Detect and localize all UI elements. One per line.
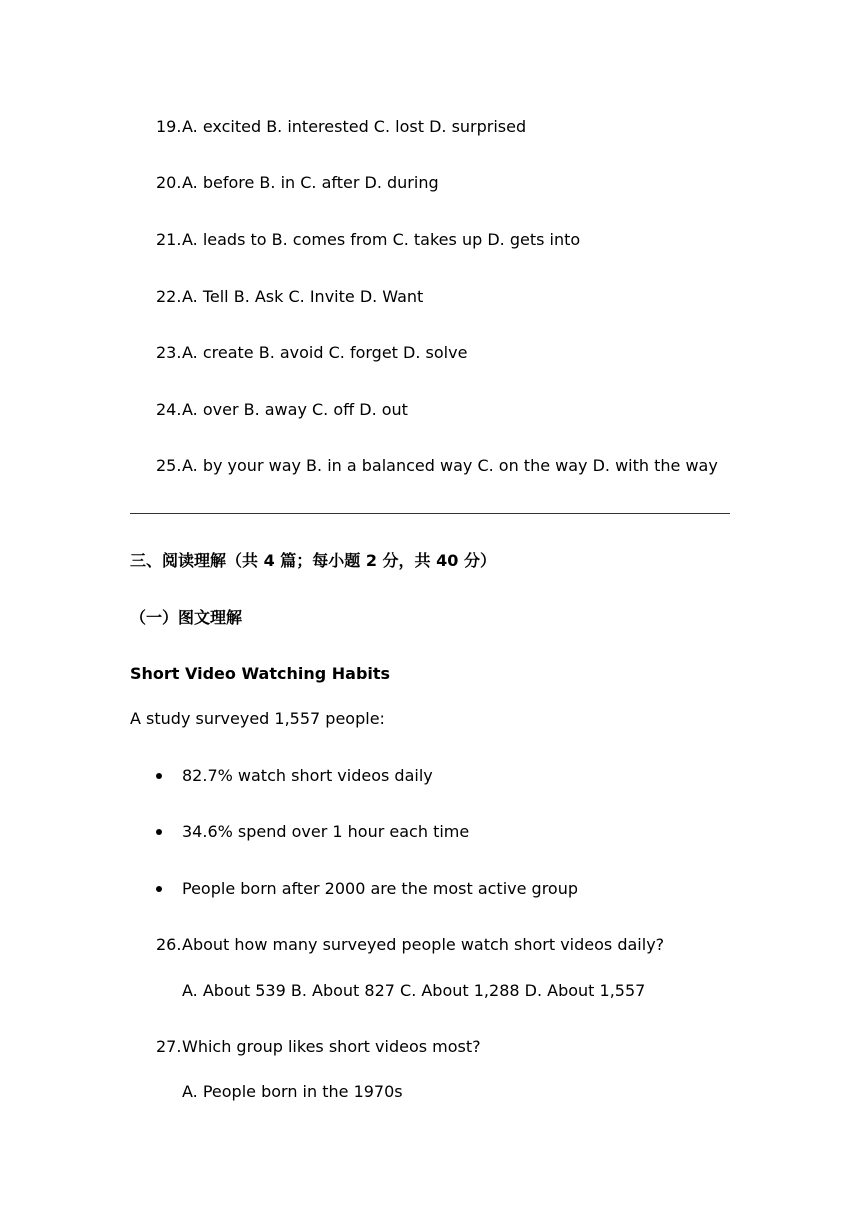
question-number: 27.: [156, 1037, 182, 1056]
question-27: [156, 1037, 481, 1057]
section-subheading: （一）图文理解: [130, 608, 243, 627]
question-26: [156, 935, 664, 955]
list-item: [156, 822, 469, 842]
question-27-options: A. People born in the 1970s: [182, 1082, 403, 1101]
cloze-item-22: [156, 287, 423, 307]
bullet-icon: [156, 773, 162, 779]
section-divider: [130, 513, 730, 514]
question-number: 26.: [156, 935, 182, 954]
item-options: A. over B. away C. off D. out: [182, 400, 408, 419]
question-text: Which group likes short videos most?: [182, 1037, 481, 1056]
question-26-options: A. About 539 B. About 827 C. About 1,288 D. About 1,557: [182, 981, 646, 1000]
section-heading: 三、阅读理解（共 4 篇；每小题 2 分，共 40 分）: [130, 551, 496, 570]
item-number: 24.: [156, 400, 182, 419]
bullet-icon: [156, 886, 162, 892]
cloze-item-23: [156, 343, 467, 363]
bullet-text: 34.6% spend over 1 hour each time: [182, 822, 470, 841]
item-options: A. Tell B. Ask C. Invite D. Want: [182, 287, 424, 306]
cloze-item-20: [156, 173, 439, 193]
passage-intro: A study surveyed 1,557 people:: [130, 709, 385, 728]
item-options: A. by your way B. in a balanced way C. on the way D. with the way: [182, 456, 718, 475]
passage-title: Short Video Watching Habits: [130, 664, 391, 683]
item-options: A. excited B. interested C. lost D. surprised: [182, 117, 527, 136]
item-number: 20.: [156, 173, 182, 192]
item-number: 22.: [156, 287, 182, 306]
cloze-item-24: [156, 400, 408, 420]
question-text: About how many surveyed people watch short videos daily?: [182, 935, 665, 954]
item-number: 21.: [156, 230, 182, 249]
item-options: A. create B. avoid C. forget D. solve: [182, 343, 468, 362]
bullet-icon: [156, 829, 162, 835]
cloze-item-25: [156, 456, 718, 476]
item-options: A. before B. in C. after D. during: [182, 173, 439, 192]
item-number: 25.: [156, 456, 182, 475]
cloze-item-19: [156, 117, 526, 137]
list-item: [156, 879, 578, 899]
bullet-text: 82.7% watch short videos daily: [182, 766, 433, 785]
list-item: [156, 766, 433, 786]
item-number: 23.: [156, 343, 182, 362]
item-options: A. leads to B. comes from C. takes up D. gets into: [182, 230, 581, 249]
item-number: 19.: [156, 117, 182, 136]
bullet-text: People born after 2000 are the most active group: [182, 879, 579, 898]
cloze-item-21: [156, 230, 580, 250]
